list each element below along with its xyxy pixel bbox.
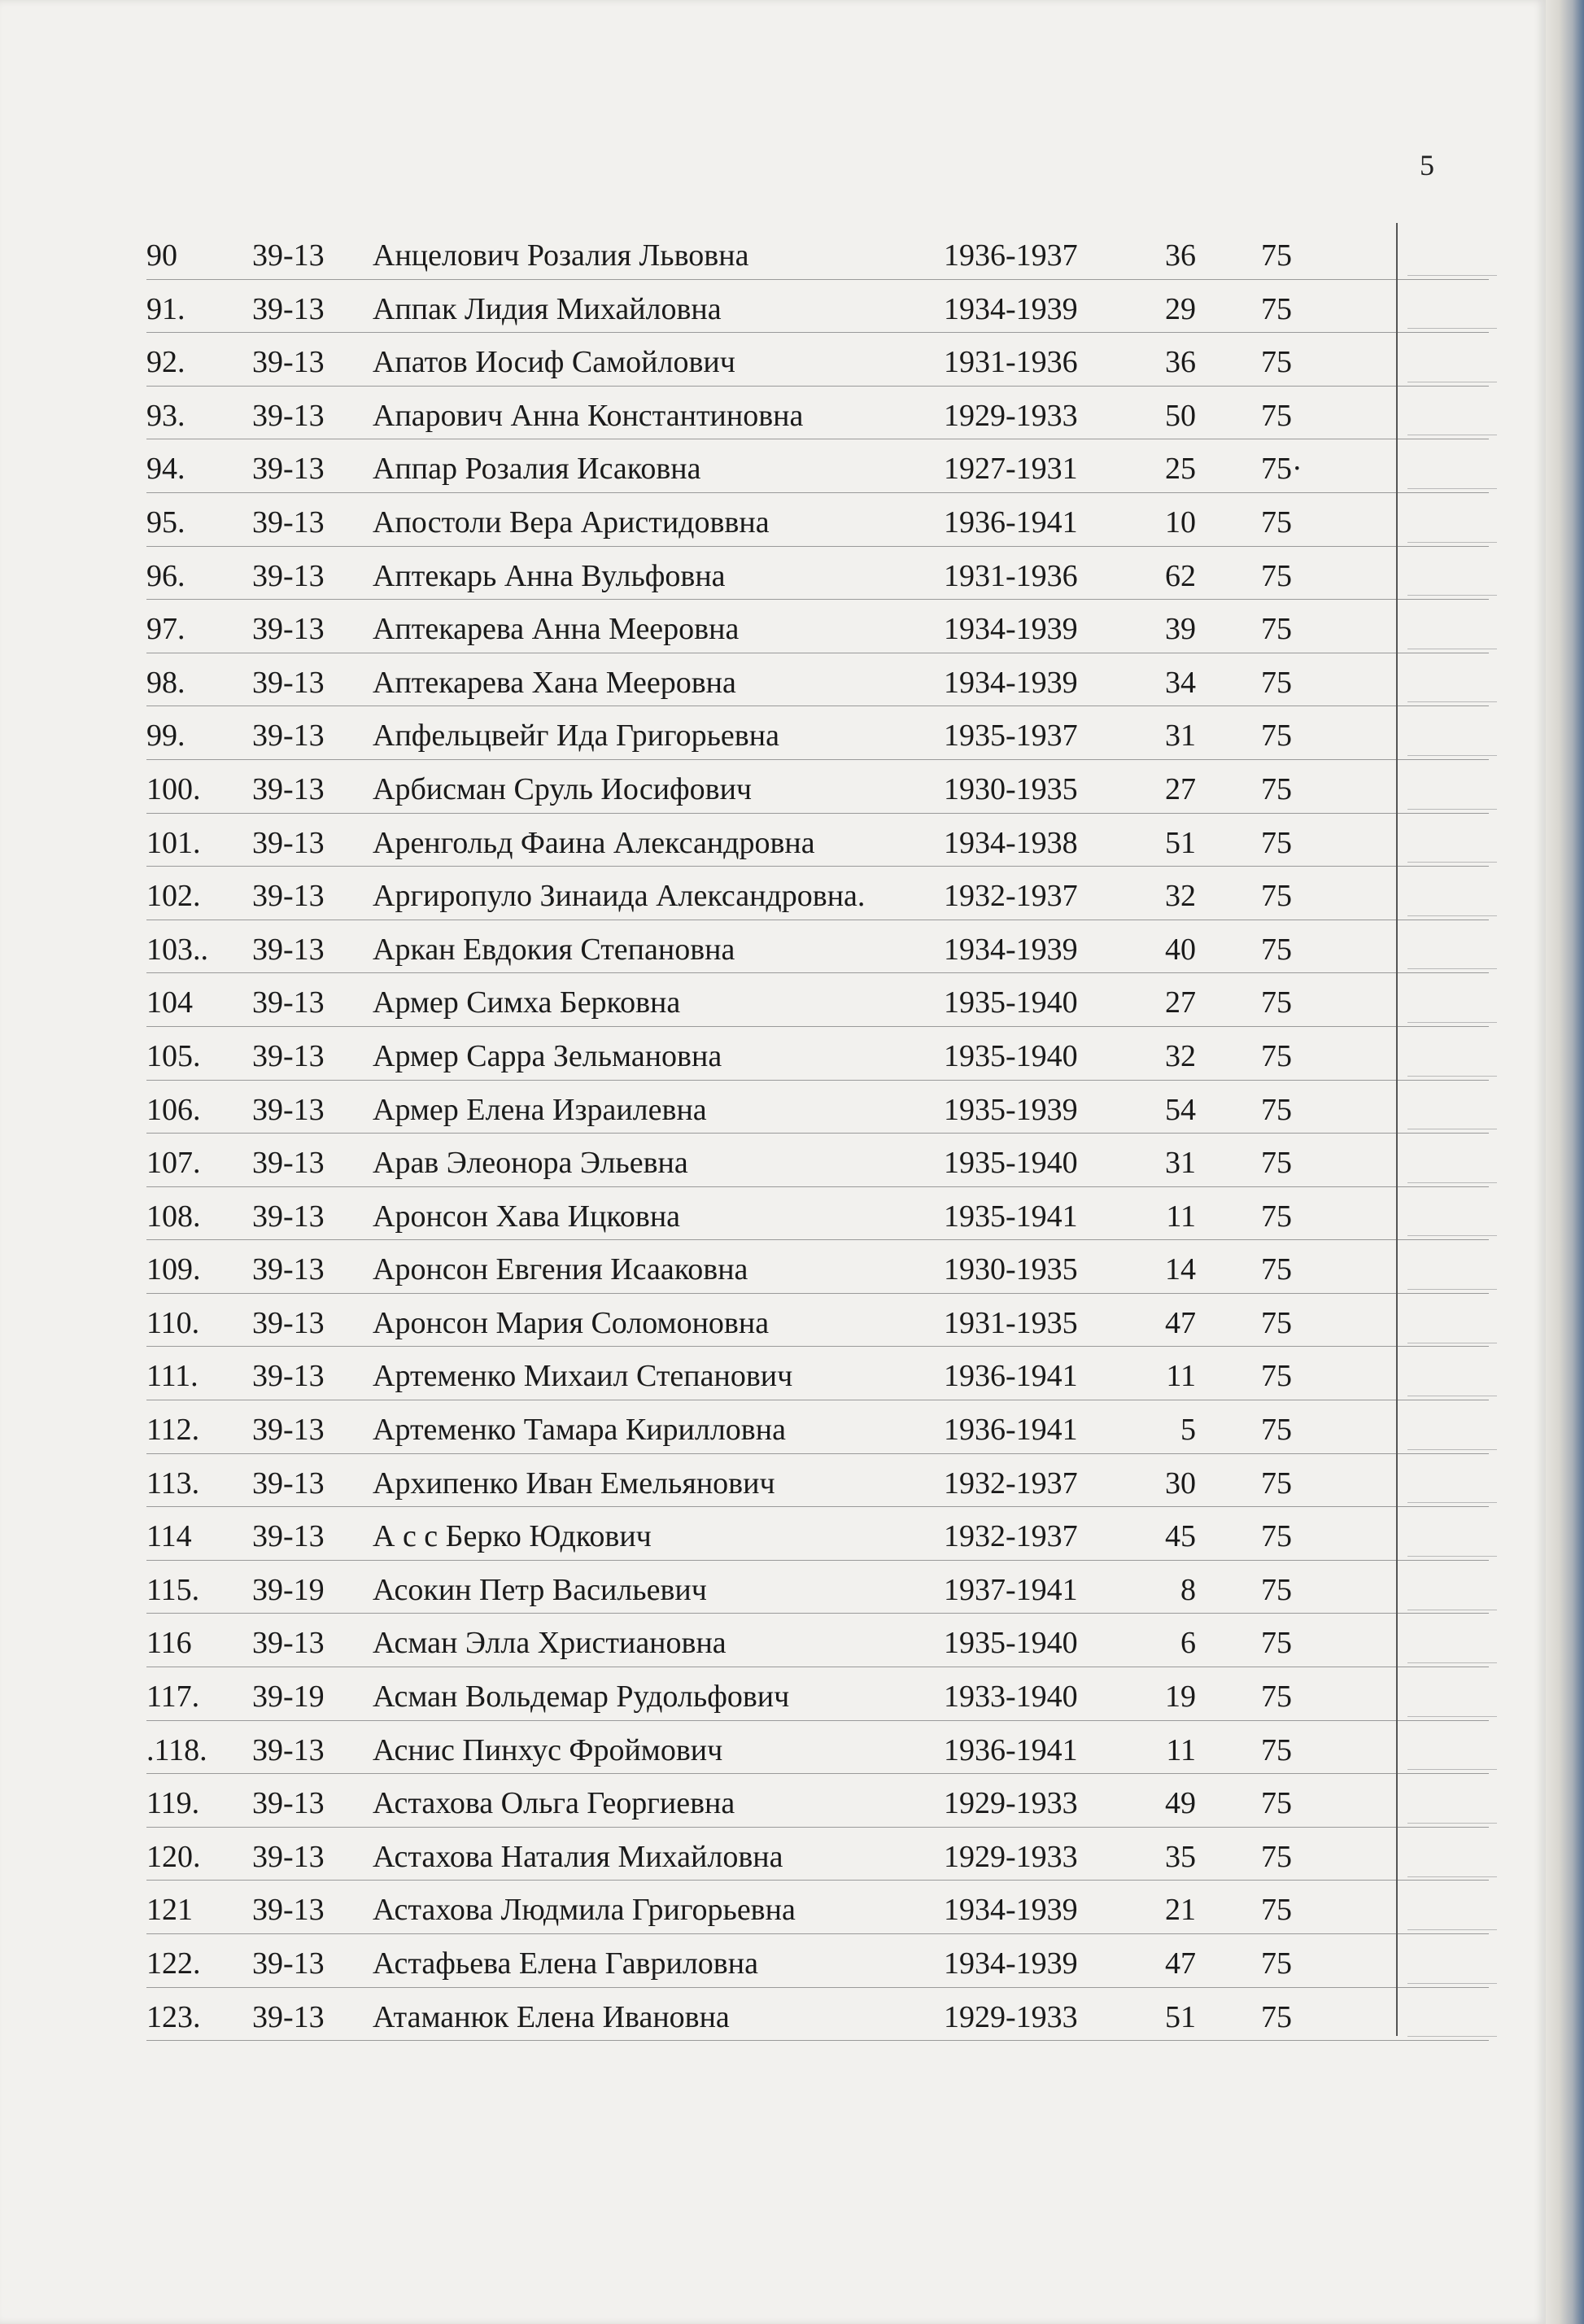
year-range: 1937-1941 (944, 1572, 1078, 1607)
fund-code: 39-13 (252, 1359, 325, 1394)
retention-term: 75 (1261, 1946, 1292, 1981)
table-row (146, 1561, 1489, 1614)
table-row (146, 920, 1489, 974)
table-row (146, 1027, 1489, 1081)
sheet-count: 25 (1165, 452, 1196, 487)
retention-term: 75 (1261, 1626, 1292, 1661)
fund-code: 39-13 (252, 1466, 325, 1501)
retention-term: 75 (1261, 665, 1292, 700)
fund-code: 39-13 (252, 719, 325, 754)
year-range: 1934-1939 (944, 1946, 1078, 1981)
fund-code: 39-13 (252, 1893, 325, 1928)
retention-term: 75 (1261, 1146, 1292, 1181)
fund-code: 39-13 (252, 558, 325, 593)
person-name: А с с Берко Юдкович (373, 1519, 652, 1554)
retention-term: 75 (1261, 1359, 1292, 1394)
retention-term: 75 (1261, 1305, 1292, 1340)
table-row (146, 1294, 1489, 1348)
retention-term: 75 (1261, 291, 1292, 326)
table-row (146, 1881, 1489, 1934)
row-number: 111. (146, 1359, 199, 1394)
row-number: 121 (146, 1893, 193, 1928)
row-number: 120. (146, 1839, 201, 1874)
row-number: 93. (146, 398, 185, 433)
year-range: 1930-1935 (944, 771, 1078, 806)
table-row (146, 1187, 1489, 1241)
year-range: 1930-1935 (944, 1252, 1078, 1287)
row-number: 91. (146, 291, 185, 326)
fund-code: 39-13 (252, 1092, 325, 1127)
sheet-count: 30 (1165, 1466, 1196, 1501)
fund-code: 39-13 (252, 452, 325, 487)
person-name: Аронсон Хава Ицковна (373, 1199, 681, 1234)
row-number: 123. (146, 1999, 201, 2034)
person-name: Аргиропуло Зинаида Александровна. (373, 879, 866, 914)
sheet-count: 32 (1165, 1038, 1196, 1073)
year-range: 1934-1939 (944, 665, 1078, 700)
person-name: Астафьева Елена Гавриловна (373, 1946, 758, 1981)
margin-rule-line (1407, 915, 1497, 916)
table-row (146, 1828, 1489, 1881)
sheet-count: 35 (1165, 1839, 1196, 1874)
person-name: Архипенко Иван Емельянович (373, 1466, 775, 1501)
fund-code: 39-13 (252, 771, 325, 806)
retention-term: 75 (1261, 879, 1292, 914)
retention-term: 75 (1261, 1999, 1292, 2034)
fund-code: 39-13 (252, 612, 325, 647)
margin-rule-line (1407, 1769, 1497, 1770)
row-number: 96. (146, 558, 185, 593)
retention-term: 75 (1261, 1732, 1292, 1767)
row-number: 119. (146, 1786, 200, 1821)
year-range: 1927-1931 (944, 452, 1078, 487)
row-number: 115. (146, 1572, 200, 1607)
person-name: Аркан Евдокия Степановна (373, 932, 735, 967)
table-row (146, 439, 1489, 493)
person-name: Апарович Анна Константиновна (373, 398, 804, 433)
person-name: Аптекарь Анна Вульфовна (373, 558, 726, 593)
person-name: Апостоли Вера Аристидоввна (373, 505, 770, 540)
fund-code: 39-13 (252, 1146, 325, 1181)
sheet-count: 6 (1180, 1626, 1196, 1661)
margin-rule-line (1407, 1022, 1497, 1023)
year-range: 1929-1933 (944, 398, 1078, 433)
person-name: Астахова Наталия Михайловна (373, 1839, 783, 1874)
table-row (146, 600, 1489, 653)
sheet-count: 29 (1165, 291, 1196, 326)
person-name: Армер Елена Израилевна (373, 1092, 707, 1127)
retention-term: 75 (1261, 238, 1292, 273)
sheet-count: 36 (1165, 345, 1196, 380)
year-range: 1935-1941 (944, 1199, 1078, 1234)
margin-rule-line (1407, 2036, 1497, 2037)
table-row (146, 280, 1489, 334)
retention-term: 75 (1261, 398, 1292, 433)
person-name: Асман Вольдемар Рудольфович (373, 1680, 790, 1715)
sheet-count: 36 (1165, 238, 1196, 273)
retention-term: 75 (1261, 1413, 1292, 1448)
person-name: Астахова Ольга Георгиевна (373, 1786, 735, 1821)
year-range: 1932-1937 (944, 1519, 1078, 1554)
row-number: 106. (146, 1092, 201, 1127)
year-range: 1936-1941 (944, 1413, 1078, 1448)
retention-term: 75 (1261, 1680, 1292, 1715)
fund-code: 39-13 (252, 1038, 325, 1073)
margin-rule-line (1407, 862, 1497, 863)
fund-code: 39-13 (252, 932, 325, 967)
sheet-count: 5 (1180, 1413, 1196, 1448)
table-row (146, 1240, 1489, 1294)
table-row (146, 547, 1489, 601)
margin-rule-line (1407, 1289, 1497, 1290)
row-number: 92. (146, 345, 185, 380)
row-number: 112. (146, 1413, 200, 1448)
row-number: 95. (146, 505, 185, 540)
person-name: Аренгольд Фаина Александровна (373, 825, 815, 860)
margin-rule-line (1407, 755, 1497, 756)
row-number: 122. (146, 1946, 201, 1981)
person-name: Астахова Людмила Григорьевна (373, 1893, 796, 1928)
person-name: Аптекарева Хана Мееровна (373, 665, 736, 700)
table-row (146, 1347, 1489, 1400)
row-number: 90 (146, 238, 177, 273)
margin-rule-line (1407, 1662, 1497, 1663)
row-number: 117. (146, 1680, 200, 1715)
fund-code: 39-13 (252, 1946, 325, 1981)
fund-code: 39-13 (252, 665, 325, 700)
person-name: Армер Симха Берковна (373, 985, 681, 1020)
row-number: 97. (146, 612, 185, 647)
table-row (146, 1454, 1489, 1508)
fund-code: 39-13 (252, 1199, 325, 1234)
table-row (146, 814, 1489, 867)
row-number: 98. (146, 665, 185, 700)
retention-term: 75 (1261, 1519, 1292, 1554)
page-number: 5 (1420, 149, 1434, 181)
person-name: Армер Сарра Зельмановна (373, 1038, 722, 1073)
retention-term: 75 (1261, 825, 1292, 860)
table-row (146, 1721, 1489, 1775)
table-row (146, 1988, 1489, 2042)
row-number: 109. (146, 1252, 201, 1287)
sheet-count: 32 (1165, 879, 1196, 914)
person-name: Арав Элеонора Эльевна (373, 1146, 688, 1181)
row-number: 107. (146, 1146, 201, 1181)
year-range: 1936-1941 (944, 1732, 1078, 1767)
year-range: 1931-1935 (944, 1305, 1078, 1340)
retention-term: 75 (1261, 1786, 1292, 1821)
row-number: 94. (146, 452, 185, 487)
row-number: 108. (146, 1199, 201, 1234)
sheet-count: 45 (1165, 1519, 1196, 1554)
retention-term: 75 (1261, 1839, 1292, 1874)
fund-code: 39-13 (252, 291, 325, 326)
retention-term: 75 (1261, 345, 1292, 380)
row-number: 101. (146, 825, 201, 860)
table-row (146, 1934, 1489, 1988)
sheet-count: 51 (1165, 825, 1196, 860)
sheet-count: 11 (1166, 1199, 1196, 1234)
margin-rule-line (1407, 968, 1497, 969)
margin-rule-line (1407, 1876, 1497, 1877)
retention-term: 75 (1261, 505, 1292, 540)
margin-rule-line (1407, 701, 1497, 702)
year-range: 1936-1937 (944, 238, 1078, 273)
margin-rule-line (1407, 595, 1497, 596)
sheet-count: 39 (1165, 612, 1196, 647)
fund-code: 39-13 (252, 1732, 325, 1767)
margin-rule-line (1407, 1076, 1497, 1077)
sheet-count: 11 (1166, 1359, 1196, 1394)
retention-term: 75 (1261, 1466, 1292, 1501)
table-row (146, 1507, 1489, 1561)
fund-code: 39-13 (252, 825, 325, 860)
fund-code: 39-13 (252, 505, 325, 540)
sheet-count: 47 (1165, 1305, 1196, 1340)
sheet-count: 49 (1165, 1786, 1196, 1821)
retention-term: 75 (1261, 1199, 1292, 1234)
sheet-count: 27 (1165, 985, 1196, 1020)
fund-code: 39-13 (252, 238, 325, 273)
person-name: Анцелович Розалия Львовна (373, 238, 749, 273)
retention-term: 75 (1261, 612, 1292, 647)
person-name: Апфельцвейг Ида Григорьевна (373, 719, 779, 754)
margin-rule-line (1407, 1182, 1497, 1183)
retention-term: 75 (1261, 985, 1292, 1020)
margin-rule-line (1407, 1823, 1497, 1824)
table-row (146, 760, 1489, 814)
column-divider (1396, 223, 1398, 2036)
margin-rule-line (1407, 1556, 1497, 1557)
year-range: 1932-1937 (944, 1466, 1078, 1501)
row-number: 116 (146, 1626, 192, 1661)
sheet-count: 19 (1165, 1680, 1196, 1715)
sheet-count: 50 (1165, 398, 1196, 433)
table-row (146, 1134, 1489, 1187)
person-name: Аронсон Мария Соломоновна (373, 1305, 770, 1340)
sheet-count: 31 (1165, 719, 1196, 754)
sheet-count: 47 (1165, 1946, 1196, 1981)
person-name: Атаманюк Елена Ивановна (373, 1999, 730, 2034)
table-row (146, 1400, 1489, 1454)
fund-code: 39-13 (252, 985, 325, 1020)
page-stack-edge (1546, 0, 1584, 2324)
margin-rule-line (1407, 328, 1497, 329)
sheet-count: 40 (1165, 932, 1196, 967)
retention-term: 75 (1261, 1038, 1292, 1073)
year-range: 1934-1939 (944, 612, 1078, 647)
fund-code: 39-19 (252, 1572, 325, 1607)
retention-term: 75 (1261, 771, 1292, 806)
sheet-count: 21 (1165, 1893, 1196, 1928)
retention-term: 75 (1261, 1572, 1292, 1607)
fund-code: 39-13 (252, 345, 325, 380)
person-name: Аппар Розалия Исаковна (373, 452, 701, 487)
retention-term: 75 (1261, 1893, 1292, 1928)
retention-term: 75 (1261, 932, 1292, 967)
row-number: 110. (146, 1305, 200, 1340)
year-range: 1936-1941 (944, 1359, 1078, 1394)
fund-code: 39-13 (252, 1519, 325, 1554)
margin-rule-line (1407, 275, 1497, 276)
row-number: 100. (146, 771, 201, 806)
fund-code: 39-19 (252, 1680, 325, 1715)
year-range: 1935-1940 (944, 1146, 1078, 1181)
row-number: 103.. (146, 932, 208, 967)
year-range: 1935-1939 (944, 1092, 1078, 1127)
fund-code: 39-13 (252, 1786, 325, 1821)
year-range: 1932-1937 (944, 879, 1078, 914)
row-number: 102. (146, 879, 201, 914)
year-range: 1933-1940 (944, 1680, 1078, 1715)
row-number: 99. (146, 719, 185, 754)
margin-rule-line (1407, 809, 1497, 810)
row-number: 105. (146, 1038, 201, 1073)
table-row (146, 333, 1489, 387)
year-range: 1931-1936 (944, 345, 1078, 380)
fund-code: 39-13 (252, 1626, 325, 1661)
sheet-count: 11 (1166, 1732, 1196, 1767)
fund-code: 39-13 (252, 1252, 325, 1287)
table-row (146, 1081, 1489, 1134)
fund-code: 39-13 (252, 1999, 325, 2034)
row-number: 104 (146, 985, 193, 1020)
table-row (146, 1667, 1489, 1721)
retention-term: 75 (1261, 1092, 1292, 1127)
person-name: Аптекарева Анна Мееровна (373, 612, 740, 647)
person-name: Асман Элла Христиановна (373, 1626, 727, 1661)
retention-term: 75 (1261, 719, 1292, 754)
table-row (146, 653, 1489, 707)
person-name: Аронсон Евгения Исааковна (373, 1252, 748, 1287)
margin-rule-line (1407, 1235, 1497, 1236)
sheet-count: 62 (1165, 558, 1196, 593)
retention-term: 75 (1261, 1252, 1292, 1287)
table-row (146, 706, 1489, 760)
person-name: Артеменко Тамара Кирилловна (373, 1413, 786, 1448)
margin-rule-line (1407, 1983, 1497, 1984)
person-name: Аснис Пинхус Фроймович (373, 1732, 723, 1767)
margin-rule-line (1407, 1502, 1497, 1503)
sheet-count: 51 (1165, 1999, 1196, 2034)
year-range: 1935-1940 (944, 1626, 1078, 1661)
records-table (146, 226, 1489, 2041)
year-range: 1934-1938 (944, 825, 1078, 860)
person-name: Апатов Иосиф Самойлович (373, 345, 735, 380)
table-row (146, 1614, 1489, 1667)
fund-code: 39-13 (252, 1839, 325, 1874)
year-range: 1935-1940 (944, 985, 1078, 1020)
margin-rule-line (1407, 1449, 1497, 1450)
row-number: 113. (146, 1466, 200, 1501)
sheet-count: 54 (1165, 1092, 1196, 1127)
table-row (146, 973, 1489, 1027)
table-row (146, 387, 1489, 440)
person-name: Артеменко Михаил Степанович (373, 1359, 793, 1394)
row-number: .118. (146, 1732, 207, 1767)
year-range: 1935-1937 (944, 719, 1078, 754)
table-row (146, 493, 1489, 547)
person-name: Арбисман Сруль Иосифович (373, 771, 753, 806)
person-name: Аппак Лидия Михайловна (373, 291, 722, 326)
table-row (146, 226, 1489, 280)
sheet-count: 14 (1165, 1252, 1196, 1287)
year-range: 1929-1933 (944, 1786, 1078, 1821)
row-number: 114 (146, 1519, 192, 1554)
table-row (146, 867, 1489, 920)
margin-rule-line (1407, 1929, 1497, 1930)
year-range: 1931-1936 (944, 558, 1078, 593)
year-range: 1935-1940 (944, 1038, 1078, 1073)
year-range: 1934-1939 (944, 1893, 1078, 1928)
person-name: Асокин Петр Васильевич (373, 1572, 707, 1607)
margin-rule-line (1407, 488, 1497, 489)
year-range: 1934-1939 (944, 932, 1078, 967)
retention-term: 75· (1261, 452, 1303, 487)
fund-code: 39-13 (252, 398, 325, 433)
sheet-count: 8 (1180, 1572, 1196, 1607)
year-range: 1929-1933 (944, 1999, 1078, 2034)
margin-rule-line (1407, 542, 1497, 543)
retention-term: 75 (1261, 558, 1292, 593)
sheet-count: 10 (1165, 505, 1196, 540)
fund-code: 39-13 (252, 1305, 325, 1340)
year-range: 1929-1933 (944, 1839, 1078, 1874)
sheet-count: 31 (1165, 1146, 1196, 1181)
sheet-count: 34 (1165, 665, 1196, 700)
margin-rule-line (1407, 1716, 1497, 1717)
fund-code: 39-13 (252, 1413, 325, 1448)
table-row (146, 1774, 1489, 1828)
fund-code: 39-13 (252, 879, 325, 914)
year-range: 1936-1941 (944, 505, 1078, 540)
sheet-count: 27 (1165, 771, 1196, 806)
year-range: 1934-1939 (944, 291, 1078, 326)
